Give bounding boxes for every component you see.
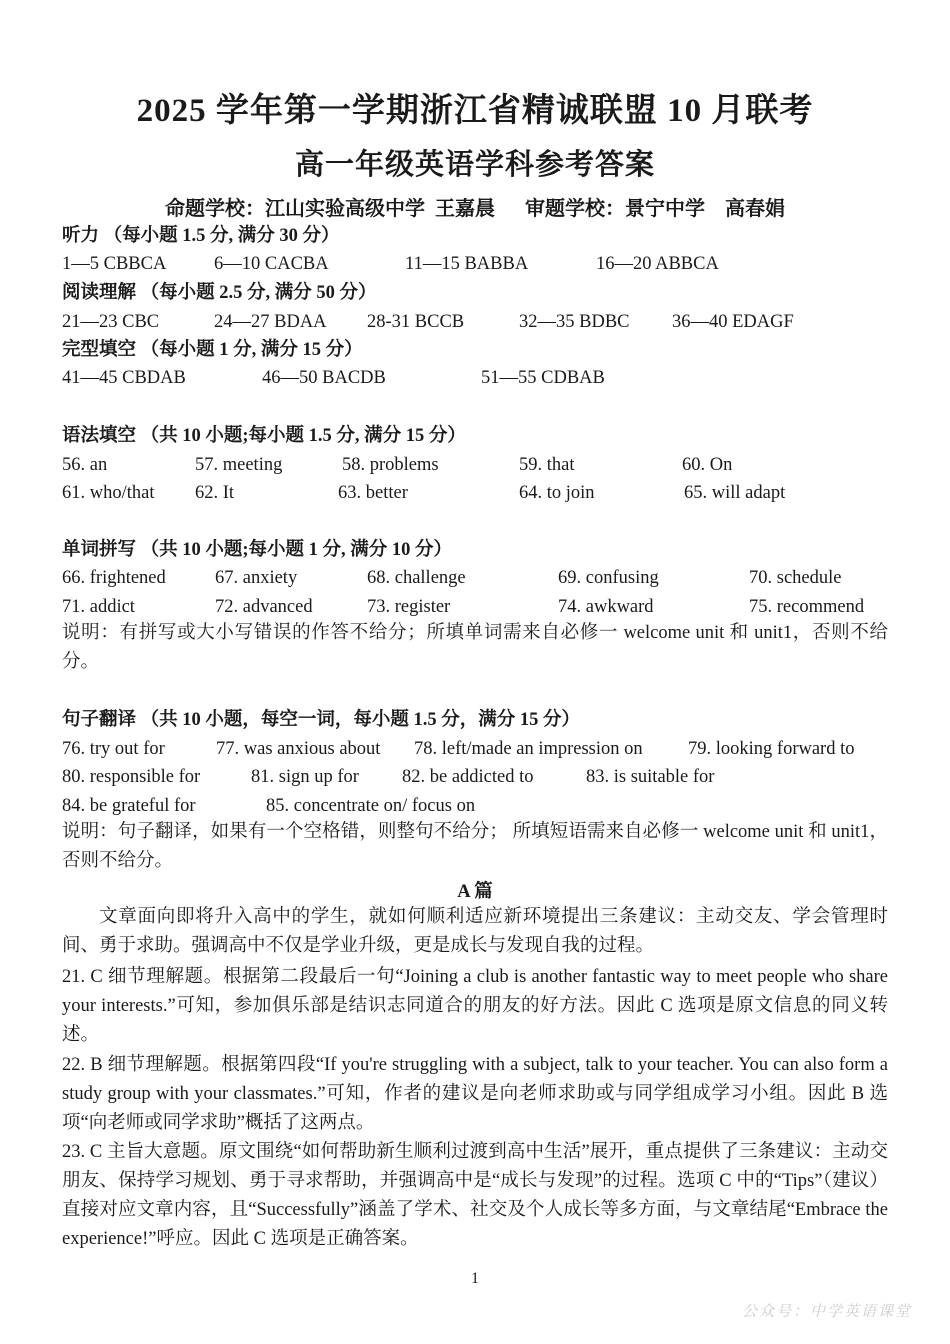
spelling-answer: 73. register — [367, 597, 451, 617]
listening-answer: 11—15 BABBA — [405, 254, 529, 274]
translation-answer: 76. try out for — [62, 739, 165, 759]
cloze-heading: 完型填空 （每小题 1 分, 满分 15 分） — [62, 340, 363, 360]
reading-answer: 21—23 CBC — [62, 312, 160, 332]
grammar-answer: 56. an — [62, 455, 108, 475]
translation-answer: 81. sign up for — [251, 767, 359, 787]
listening-answer: 16—20 ABBCA — [596, 254, 719, 274]
cloze-answer: 46—50 BACDB — [262, 368, 386, 388]
grammar-answer: 63. better — [338, 483, 408, 503]
passage-a-summary: 文章面向即将升入高中的学生，就如何顺利适应新环境提出三条建议：主动交友、学会管理时间、勇于求助。强调高中不仅是学业升级，更是成长与发现自我的过程。 — [62, 907, 888, 956]
grammar-answer: 64. to join — [519, 483, 595, 503]
grammar-answer: 60. On — [682, 455, 733, 475]
spelling-answer: 71. addict — [62, 597, 135, 617]
question-23-explanation: 23. C 主旨大意题。原文围绕“如何帮助新生顺利过渡到高中生活”展开，重点提供了三条建议：主动交朋友、保持学习规划、勇于寻求帮助，并强调高中是“成长与发现”的过程。选项 C 中的“Tips”（建议）直接对应文章内容，且“Successfully”涵盖了学术、社交及个人成长等多方面，与文章结尾“Embrace the experience!”呼应。因此 C 选项是正确答案。 — [62, 1142, 888, 1249]
spelling-answer: 66. frightened — [62, 568, 166, 588]
translation-note: 说明：句子翻译，如果有一个空格错，则整句不给分； 所填短语需来自必修一 welcome unit 和 unit1，否则不给分。 — [62, 822, 888, 871]
grammar-answer: 58. problems — [342, 455, 439, 475]
reading-answer: 32—35 BDBC — [519, 312, 630, 332]
page-number: 1 — [471, 1270, 479, 1287]
translation-answer: 84. be grateful for — [62, 796, 196, 816]
document-title: 2025 学年第一学期浙江省精诚联盟 10 月联考 — [136, 93, 814, 129]
reading-answer: 28-31 BCCB — [367, 312, 465, 332]
spelling-answer: 70. schedule — [749, 568, 842, 588]
author-credits: 命题学校：江山实验高级中学 王嘉晨 审题学校：景宁中学 高春娟 — [165, 198, 785, 220]
spelling-answer: 67. anxiety — [215, 568, 298, 588]
spelling-answer: 75. recommend — [749, 597, 865, 617]
translation-answer: 83. is suitable for — [586, 767, 715, 787]
document-subtitle: 高一年级英语学科参考答案 — [294, 149, 655, 181]
translation-heading: 句子翻译 （共 10 小题，每空一词，每小题 1.5 分，满分 15 分） — [62, 710, 581, 730]
spelling-answer: 69. confusing — [558, 568, 659, 588]
grammar-answer: 62. It — [195, 483, 235, 503]
listening-answer: 6—10 CACBA — [214, 254, 329, 274]
translation-answer: 85. concentrate on/ focus on — [266, 796, 476, 816]
question-21-explanation: 21. C 细节理解题。根据第二段最后一句“Joining a club is another fantastic way to meet people who share your interests.”可知，参加俱乐部是结识志同道合的朋友的好方法。因此 C 选项是原文信息的同义转述。 — [62, 967, 888, 1045]
question-22-explanation: 22. B 细节理解题。根据第四段“If you're struggling with a subject, talk to your teacher. You can also form a study group with your classmates.”可知，作者的建议是向老师求助或与同学组成学习小组。因此 B 选项“向老师或同学求助”概括了这两点。 — [62, 1055, 888, 1133]
cloze-answer: 51—55 CDBAB — [481, 368, 605, 388]
watermark: 公众号：中学英语课堂 — [741, 1304, 912, 1320]
reading-answer: 24—27 BDAA — [214, 312, 327, 332]
spelling-note: 说明：有拼写或大小写错误的作答不给分；所填单词需来自必修一 welcome unit 和 unit1，否则不给分。 — [62, 623, 888, 672]
grammar-answer: 65. will adapt — [684, 483, 786, 503]
grammar-answer: 59. that — [519, 455, 575, 475]
cloze-answer: 41—45 CBDAB — [62, 368, 186, 388]
spelling-answer: 74. awkward — [558, 597, 654, 617]
grammar-answer: 61. who/that — [62, 483, 155, 503]
grammar-heading: 语法填空 （共 10 小题;每小题 1.5 分, 满分 15 分） — [62, 426, 466, 446]
reading-heading: 阅读理解 （每小题 2.5 分, 满分 50 分） — [62, 283, 377, 303]
grammar-answer: 57. meeting — [195, 455, 283, 475]
passage-a-heading: A 篇 — [457, 882, 493, 902]
spelling-heading: 单词拼写 （共 10 小题;每小题 1 分, 满分 10 分） — [62, 540, 453, 560]
listening-answer: 1—5 CBBCA — [62, 254, 167, 274]
reading-answer: 36—40 EDAGF — [672, 312, 794, 332]
translation-answer: 80. responsible for — [62, 767, 201, 787]
translation-answer: 79. looking forward to — [688, 739, 855, 759]
translation-answer: 78. left/made an impression on — [414, 739, 643, 759]
spelling-answer: 72. advanced — [215, 597, 313, 617]
translation-answer: 82. be addicted to — [402, 767, 534, 787]
spelling-answer: 68. challenge — [367, 568, 466, 588]
translation-answer: 77. was anxious about — [216, 739, 381, 759]
listening-heading: 听力 （每小题 1.5 分, 满分 30 分） — [62, 226, 340, 246]
